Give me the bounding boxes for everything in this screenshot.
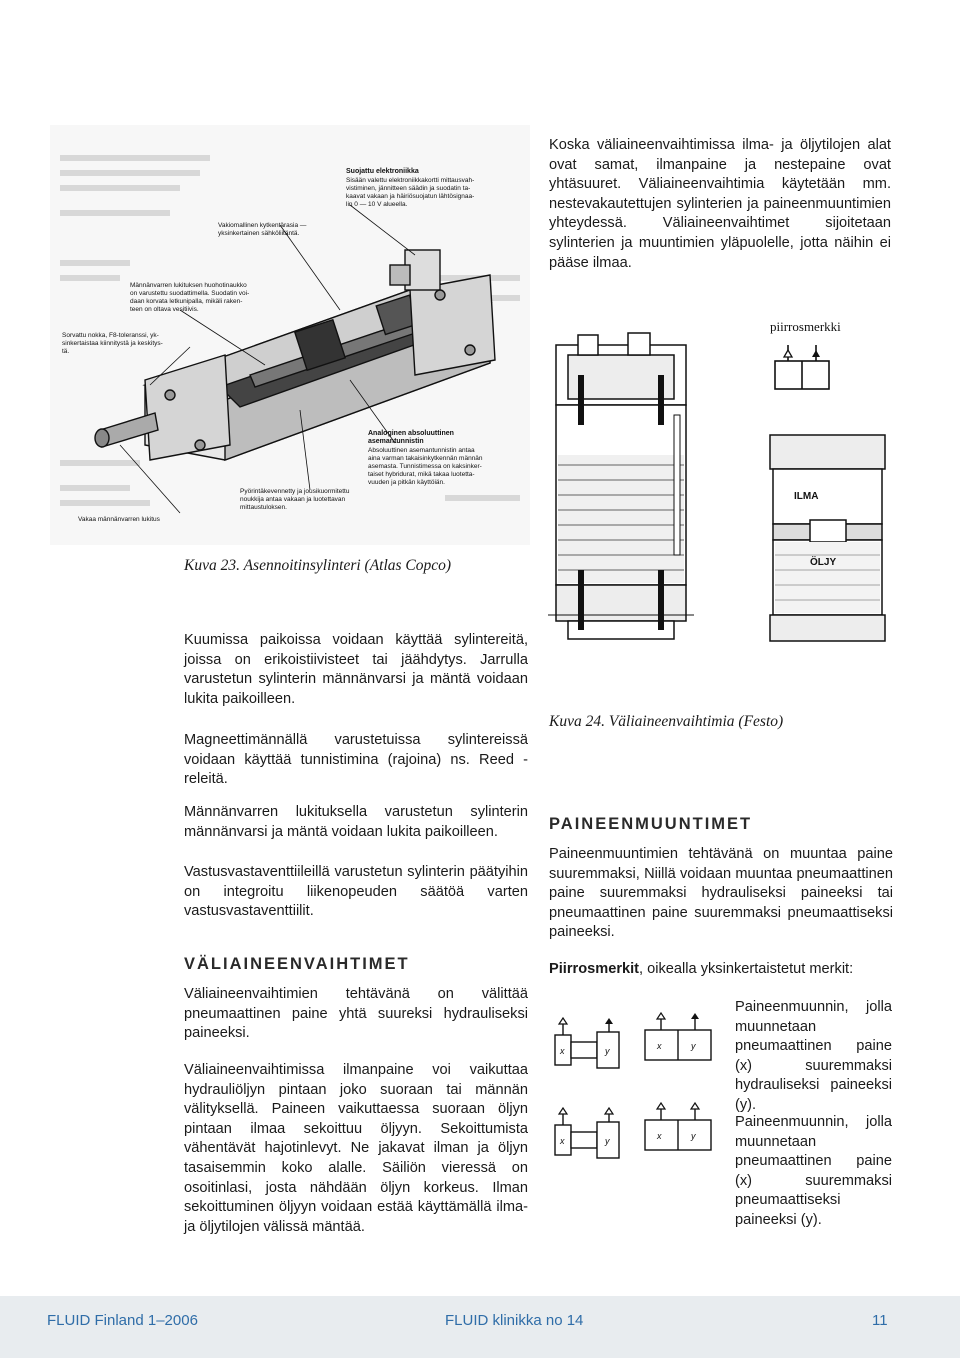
symbol-y-label: y bbox=[605, 1136, 610, 1146]
label-analog-line: asemasta. Tunnistimessa on kaksinker- bbox=[368, 463, 482, 470]
label-sorvattu-line: sinkertaistaa kiinnitystä ja keskitys- bbox=[62, 340, 163, 347]
label-mannan-line: teen on oltava vesitiivis. bbox=[130, 306, 199, 313]
label-analog-line: vuuden ja pitkän käyttöiän. bbox=[368, 479, 445, 486]
label-sorvattu-line: Sorvattu nokka, F8-toleranssi, yk- bbox=[62, 332, 159, 339]
label-analog-line: Absoluuttinen asemantunnistin antaa bbox=[368, 447, 475, 454]
footer-section: FLUID klinikka no 14 bbox=[445, 1312, 584, 1329]
figure-24-caption: Kuva 24. Väliaineenvaihtimia (Festo) bbox=[549, 713, 784, 730]
symbols-rest: , oikealla yksinkertaistetut merkit: bbox=[639, 961, 854, 977]
figure-23-cylinder-cutaway bbox=[50, 125, 530, 545]
label-mannan-line: daan korvata letkunipalla, mikäli raken- bbox=[130, 298, 243, 305]
symbol-y-label: y bbox=[691, 1041, 696, 1051]
label-suojattu-line: kaavat vakaan ja häiriösuojatun lähtösignaa- bbox=[346, 193, 475, 200]
paragraph-pressure-converters: Paineenmuuntimien tehtävänä on muuntaa paine suuremmaksi, Niillä voidaan muuntaa pneumaattinen paine suuremmaksi hydrauliseksi paineeksi tai pneumaattinen paine suuremmaksi pneumaattiseksi paineeksi. bbox=[549, 846, 893, 941]
footer-publication: FLUID Finland 1–2006 bbox=[47, 1312, 198, 1329]
intro-paragraph: Koska väliaineenvaihtimissa ilma- ja öljytilojen alat ovat samat, ilmanpaine ja nestepaine ovat yhtäsuuret. Väliaineenvaihtimia käytetään mm. nestevakautettujen sylinterien ja paineenmuuntimien yhteydessä. Väliaineenvaihtimet sijoitetaan sylinterien ja muuntimien yläpuolelle, jotta näihin ei pääse ilmaa. bbox=[549, 137, 891, 271]
label-pyorinta-line: mittaustuloksen. bbox=[240, 504, 287, 511]
symbol-y-label: y bbox=[605, 1046, 610, 1056]
paragraph-converter-purpose: Väliaineenvaihtimien tehtävänä on välittää pneumaattinen paine yhtä suureksi hydrauliseksi paineeksi. bbox=[184, 986, 528, 1042]
paragraph-converter-detail: Väliaineenvaihtimissa ilmanpaine voi vaikuttaa hydrauliöljyn pintaan joko suoraan tai männän välityksellä. Paineen vaikuttaessa suoraan öljyn pintaan ilmaa sekoittuu öljyyn. Sekoittumista vähentävät hajotinlevyt. Ne jakavat ilman ja öljyn tasaisemmin koko alalle. Säiliön vieressä on osoitinlasi, josta nähdään öljyn korkeus. Ilman sekoittuminen öljyyn voidaan estää käyttämällä ilma- ja öljytilojen välissä mäntää. bbox=[184, 1062, 528, 1235]
paragraph-symbols-intro bbox=[549, 960, 893, 980]
oljy-label: ÖLJY bbox=[810, 557, 837, 568]
label-suojattu-line: lin 0 — 10 V alueella. bbox=[346, 201, 408, 208]
ilma-label: ILMA bbox=[794, 491, 819, 502]
symbol-label: piirrosmerkki bbox=[770, 319, 841, 334]
label-suojattu-line: vistiminen, jännitteen säädin ja suodatin ta- bbox=[346, 185, 471, 192]
page-footer bbox=[0, 1296, 960, 1358]
label-analog-title: asemantunnistin bbox=[368, 438, 424, 445]
label-vakio-line: Vakiomallinen kytkentärasia — bbox=[218, 222, 307, 229]
symbol-x-label: x bbox=[657, 1041, 662, 1051]
label-mannan-line: on varustettu suodattimella. Suodatin voi- bbox=[130, 290, 250, 297]
label-analog-title: Analoginen absoluuttinen bbox=[368, 430, 454, 437]
label-vakaa: Vakaa männänvarren lukitus bbox=[78, 516, 160, 523]
symbol-x-label: x bbox=[657, 1131, 662, 1141]
heading-paineenmuuntimet: PAINEENMUUNTIMET bbox=[549, 815, 753, 833]
label-mannan-line: Männänvarren lukituksen huohotinaukko bbox=[130, 282, 247, 289]
symbol-1-description: Paineenmuunnin, jolla muunnetaan pneumaattinen paine (x) suuremmaksi hydrauliseksi paineeksi (y). bbox=[735, 999, 892, 1113]
heading-valiaineenvaihtimet: VÄLIAINEENVAIHTIMET bbox=[184, 955, 410, 973]
paragraph-check-valves: Vastusvastaventtiileillä varustetun sylinterin päätyihin on integroitu liikenopeuden säätöä varten vastusvastaventtiilit. bbox=[184, 864, 528, 920]
label-suojattu-title: Suojattu elektroniikka bbox=[346, 168, 419, 175]
label-suojattu-line: Sisään valettu elektroniikkakortti mittausvah- bbox=[346, 177, 475, 184]
symbol-x-label: x bbox=[560, 1046, 565, 1056]
label-pyorinta-line: Pyörintäkevennetty ja jousikuormitettu bbox=[240, 488, 350, 495]
converter-symbols bbox=[549, 1000, 719, 1180]
page-number: 11 bbox=[872, 1312, 888, 1329]
paragraph-magnet-piston: Magneettimännällä varustetuissa sylintereissä voidaan käyttää tunnistimina (rajoina) ns. Reed -releitä. bbox=[184, 732, 528, 788]
label-analog-line: taiset hybridurat, mikä takaa luotetta- bbox=[368, 471, 475, 478]
label-analog-line: aina varman takaisinkytkennän männän bbox=[368, 455, 483, 462]
paragraph-hot-places: Kuumissa paikoissa voidaan käyttää sylintereitä, joissa on erikoistiivisteet tai jäähdytys. Jarrulla varustetun sylinterin männänvarsi ja mäntä voidaan lukita paikoilleen. bbox=[184, 632, 528, 707]
symbols-bold: Piirrosmerkit bbox=[549, 961, 640, 977]
label-pyorinta-line: noukkija antaa vakaan ja luotettavan bbox=[240, 496, 346, 503]
symbol-x-label: x bbox=[560, 1136, 565, 1146]
figure-24-media-converter bbox=[548, 315, 893, 660]
symbol-y-label: y bbox=[691, 1131, 696, 1141]
symbol-2-description: Paineenmuunnin, jolla muunnetaan pneumaattinen paine (x) suuremmaksi pneumaattiseksi paineeksi (y). bbox=[735, 1114, 892, 1228]
figure-23-caption: Kuva 23. Asennoitinsylinteri (Atlas Copco) bbox=[184, 557, 452, 574]
label-sorvattu-line: tä. bbox=[62, 348, 70, 355]
paragraph-rod-lock: Männänvarren lukituksella varustetun sylinterin männänvarsi ja mäntä voidaan lukita paikoilleen. bbox=[184, 804, 528, 840]
label-vakio-line: yksinkertainen sähköliitäntä. bbox=[218, 230, 300, 237]
